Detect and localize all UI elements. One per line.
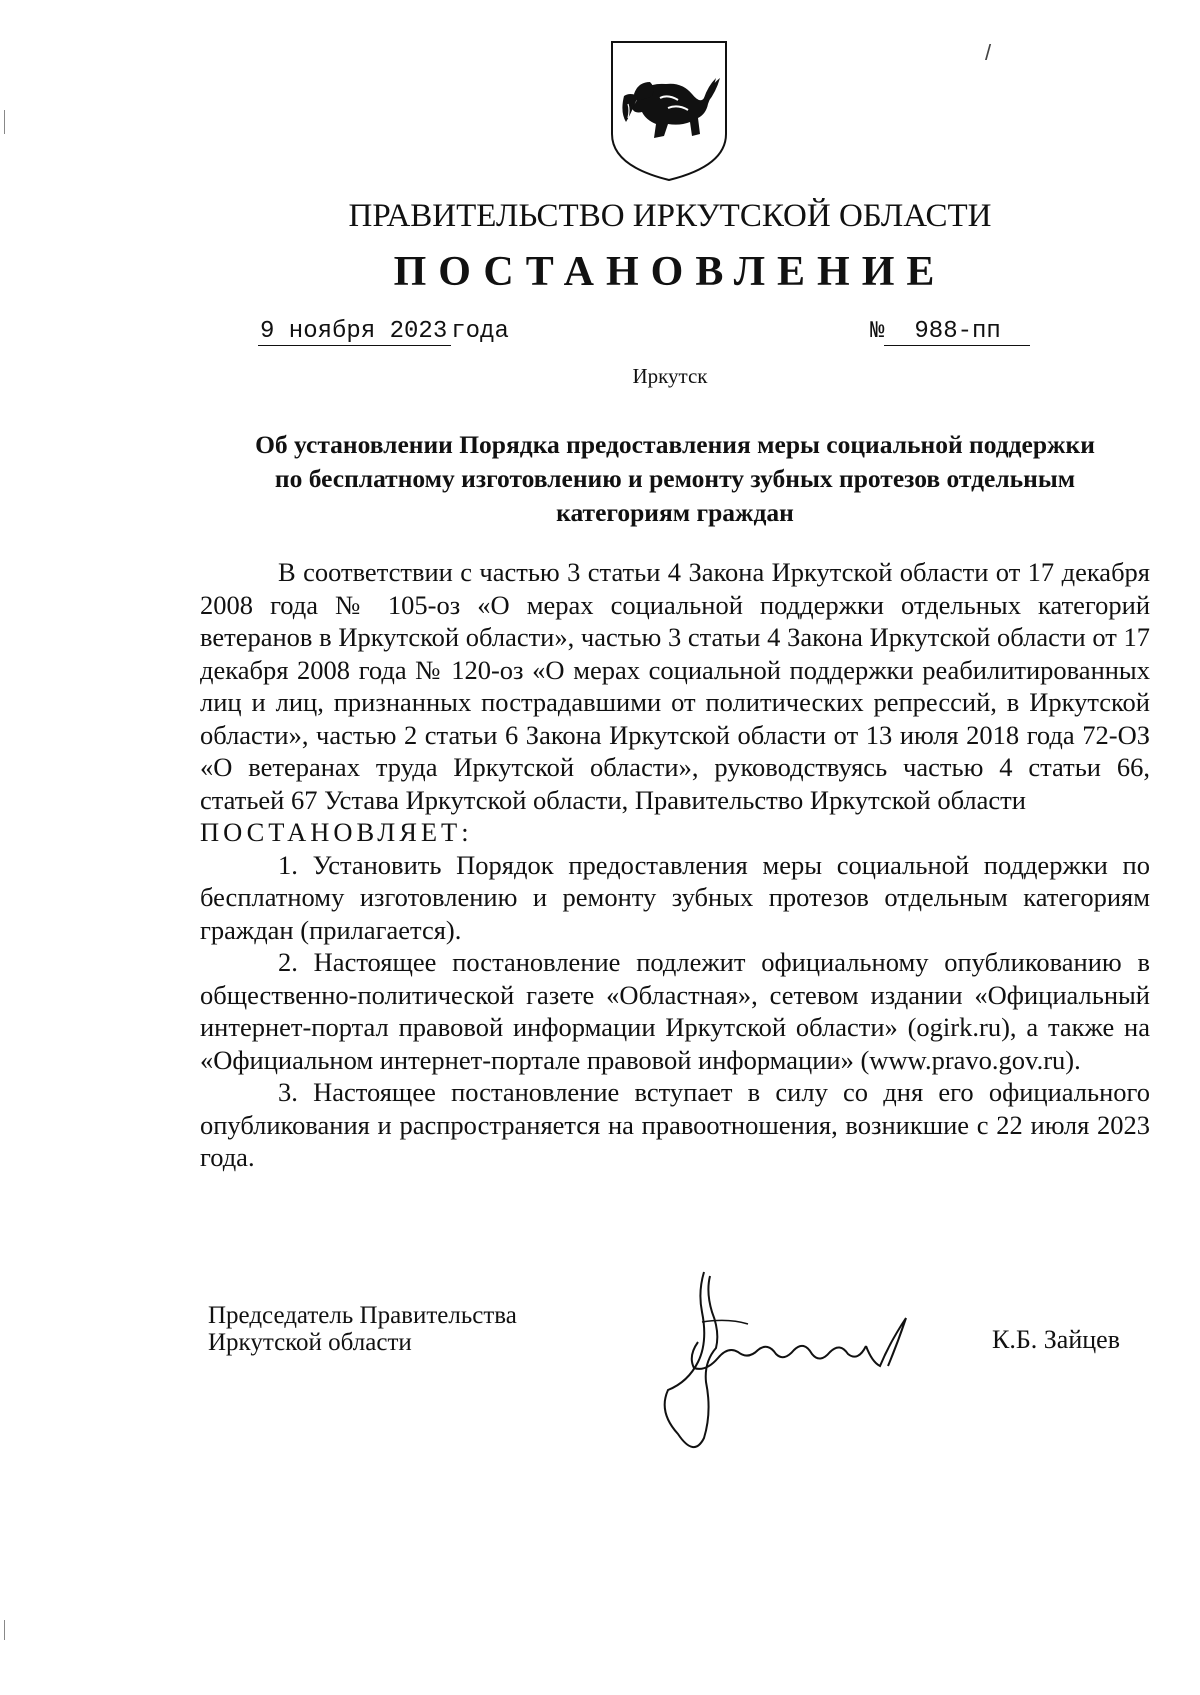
title-line: Об установлении Порядка предоставления меры социальной поддержки: [255, 430, 1095, 459]
signatory-name: К.Б. Зайцев: [992, 1325, 1120, 1354]
coat-of-arms-icon: [608, 38, 730, 184]
document-number: [870, 318, 1030, 346]
handwritten-signature: [658, 1262, 928, 1462]
document-date: [258, 318, 509, 346]
government-title: ПРАВИТЕЛЬСТВО ИРКУТСКОЙ ОБЛАСТИ: [348, 198, 992, 234]
document-city: Иркутск: [632, 364, 708, 388]
number-value: 988-пп: [884, 318, 1030, 346]
date-value: 9 ноября 2023: [258, 318, 451, 346]
position-line: Председатель Правительства: [208, 1302, 517, 1329]
decree-item: 1. Установить Порядок предоставления меры социальной поддержки по бесплатному изготовлению и ремонту зубных протезов отдельным категориям граждан (прилагается).: [200, 849, 1150, 945]
number-label: №: [870, 318, 885, 345]
decree-item: 2. Настоящее постановление подлежит официальному опубликованию в общественно-политической газете «Областная», сетевом издании «Официальный интернет-портал правовой информации Иркутской области» (ogirk.ru), а также на «Официальном интернет-портале правовой информации» (www.pravo.gov.ru).: [200, 947, 1150, 1075]
decree-item: 3. Настоящее постановление вступает в силу со дня его официального опубликования и распространяется на правоотношения, возникшие с 22 июля 2023 года.: [200, 1077, 1150, 1172]
title-line: по бесплатному изготовлению и ремонту зубных протезов отдельным: [274, 464, 1076, 493]
position-line: Иркутской области: [208, 1329, 412, 1356]
scan-margin-mark: [4, 1620, 5, 1640]
document-type: ПОСТАНОВЛЕНИЕ: [393, 249, 947, 295]
preamble-paragraph: В соответствии с частью 3 статьи 4 Закона Иркутской области от 17 декабря 2008 года № 105-оз «О мерах социальной поддержки отдельных категорий ветеранов в Иркутской области», частью 3 статьи 4 Закона Иркутской области от 17 декабря 2008 года № 120-оз «О мерах социальной поддержки реабилитированных лиц и лиц, признанных пострадавшими от политических репрессий, в Иркутской области», частью 2 статьи 6 Закона Иркутской области от 13 июля 2018 года 72-ОЗ «О ветеранах труда Иркутской области», руководствуясь частью 4 статьи 66, статьей 67 Устава Иркутской области, Правительство Иркутской области: [200, 557, 1150, 815]
scan-margin-mark: [4, 110, 5, 134]
document-body: [200, 556, 1150, 1174]
document-title: [200, 428, 1150, 530]
date-suffix: года: [451, 318, 509, 345]
signatory-position: [208, 1302, 517, 1356]
decree-word: ПОСТАНОВЛЯЕТ:: [200, 817, 473, 847]
scan-mark: /: [985, 40, 992, 65]
title-line: категориям граждан: [556, 498, 794, 527]
